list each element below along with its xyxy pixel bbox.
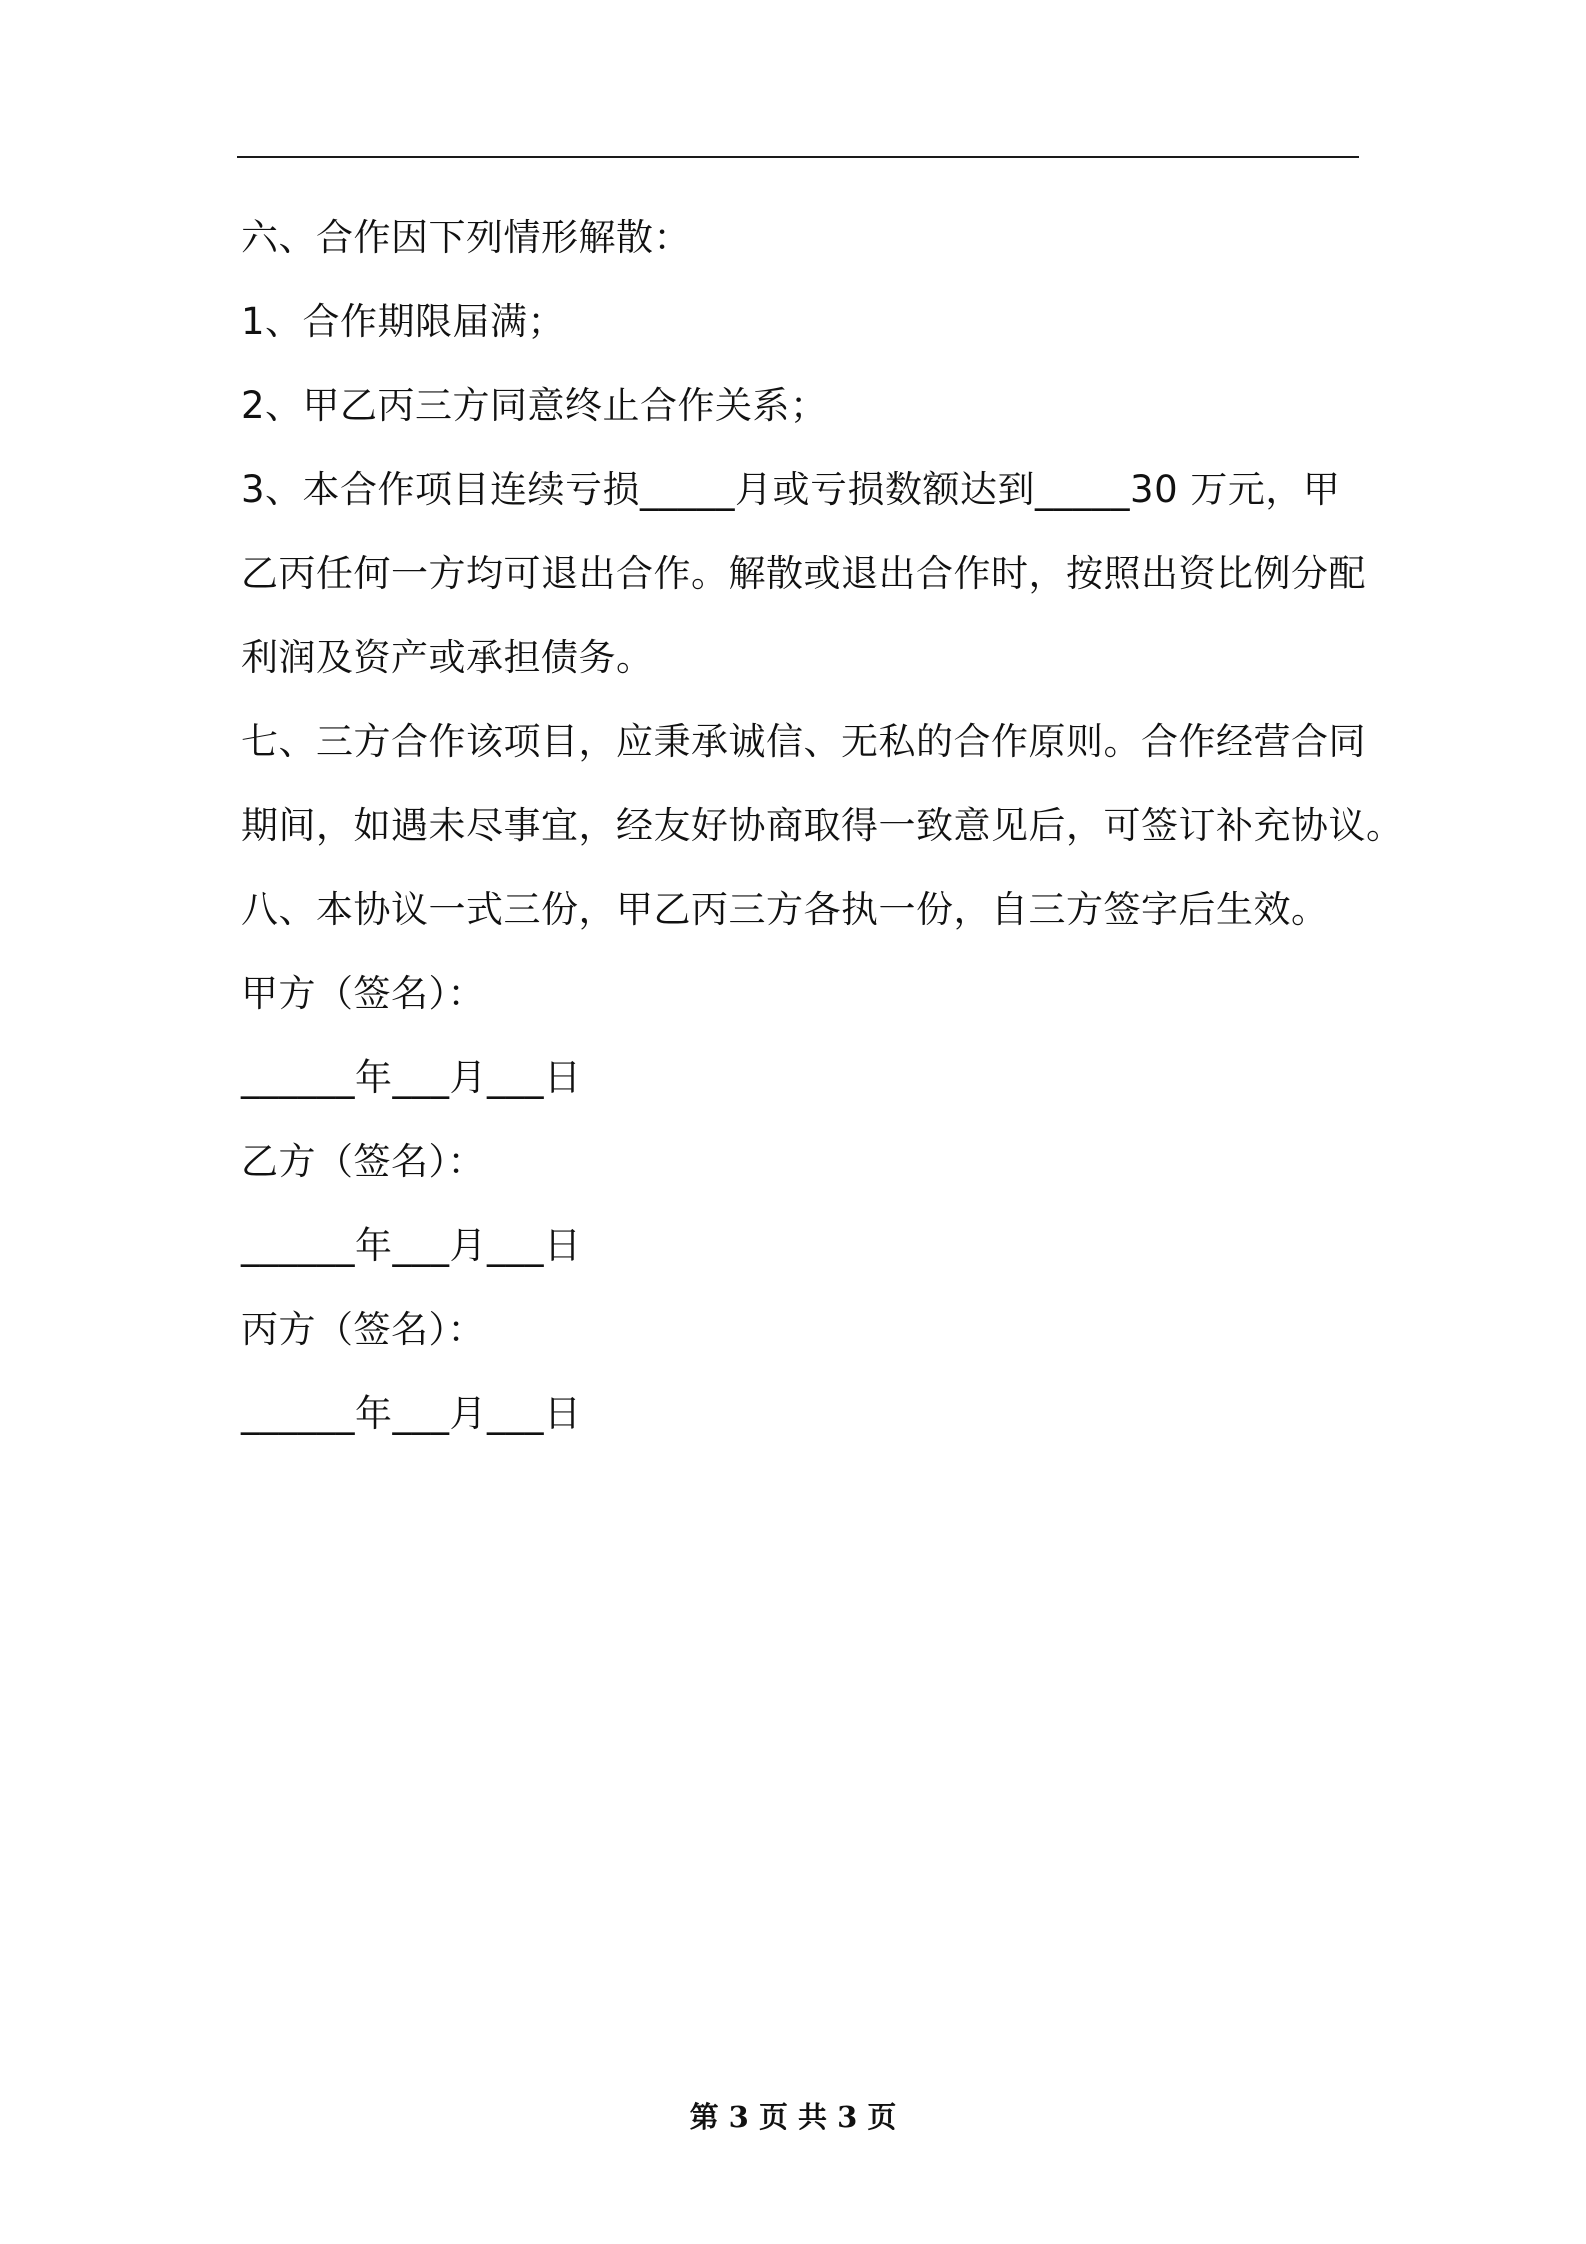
page-number: 第 3 页 共 3 页 — [689, 2100, 897, 2134]
party-b-signature-label: 乙方（签名）： — [241, 1140, 485, 1183]
section-six-heading: 六、合作因下列情形解散： — [241, 216, 691, 259]
clause-3-line-2: 乙丙任何一方均可退出合作。解散或退出合作时，按照出资比例分配 — [241, 552, 1366, 595]
party-b-date-line: ______年___月___日 — [241, 1224, 582, 1267]
document-body — [241, 196, 1404, 1456]
party-c-date-line: ______年___月___日 — [241, 1392, 582, 1435]
clause-3-line-3: 利润及资产或承担债务。 — [241, 636, 654, 679]
clause-3-line-1: 3、本合作项目连续亏损_____月或亏损数额达到_____30 万元，甲 — [241, 468, 1341, 511]
party-c-signature-label: 丙方（签名）： — [241, 1308, 485, 1351]
clause-1: 1、合作期限届满； — [241, 300, 566, 343]
section-eight: 八、本协议一式三份，甲乙丙三方各执一份，自三方签字后生效。 — [241, 888, 1329, 931]
party-a-date-line: ______年___月___日 — [241, 1056, 582, 1099]
section-seven-line-1: 七、三方合作该项目，应秉承诚信、无私的合作原则。合作经营合同 — [241, 720, 1366, 763]
section-seven-line-2: 期间，如遇未尽事宜，经友好协商取得一致意见后，可签订补充协议。 — [241, 804, 1404, 847]
clause-2: 2、甲乙丙三方同意终止合作关系； — [241, 384, 828, 427]
header-rule — [237, 156, 1359, 158]
party-a-signature-label: 甲方（签名）： — [241, 972, 485, 1015]
